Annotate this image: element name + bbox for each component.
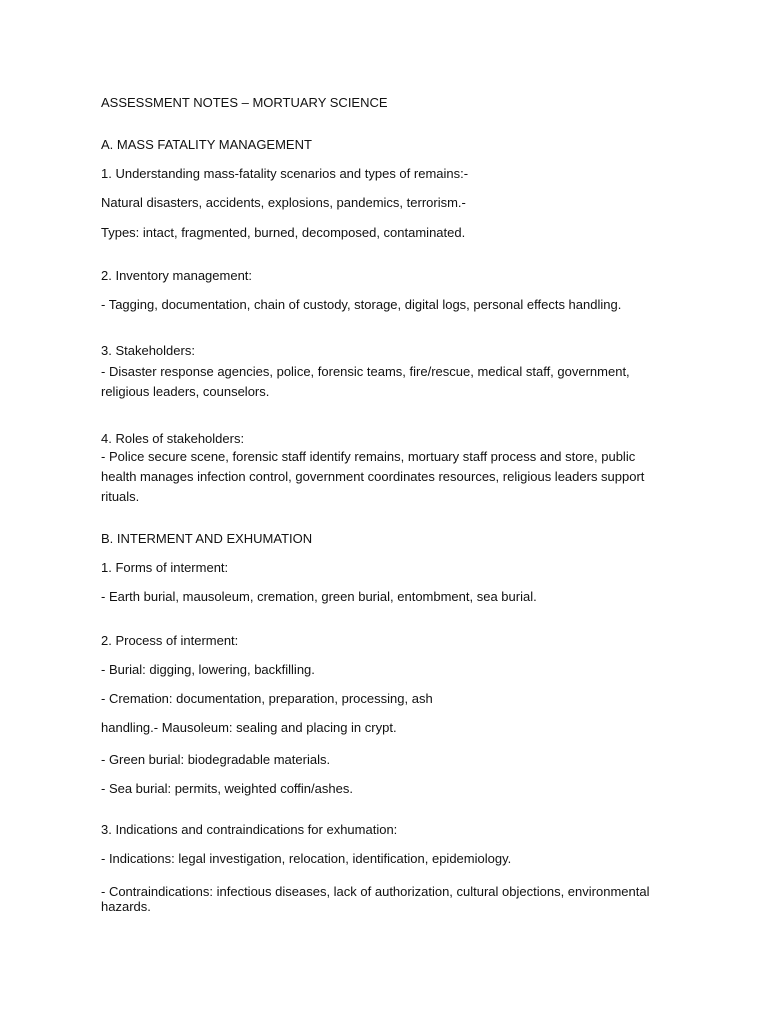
- section-a-item4-title: 4. Roles of stakeholders:: [101, 431, 245, 446]
- section-b-item1-title: 1. Forms of interment:: [101, 560, 229, 575]
- section-a-item1-line1: Natural disasters, accidents, explosions, pandemics, terrorism.-: [101, 195, 466, 210]
- section-b-item2-cremation: - Cremation: documentation, preparation, processing, ash: [101, 691, 433, 706]
- section-a-heading: A. MASS FATALITY MANAGEMENT: [101, 137, 312, 152]
- section-a-item3-title: 3. Stakeholders:: [101, 343, 195, 358]
- section-b-heading: B. INTERMENT AND EXHUMATION: [101, 531, 313, 546]
- section-b-item2-sea: - Sea burial: permits, weighted coffin/ashes.: [101, 781, 353, 796]
- section-b-item2-mausoleum: handling.- Mausoleum: sealing and placing in crypt.: [101, 720, 397, 735]
- section-b-item3-title: 3. Indications and contraindications for exhumation:: [101, 822, 398, 837]
- section-a-item2-text: - Tagging, documentation, chain of custody, storage, digital logs, personal effects handling.: [101, 297, 622, 312]
- section-b-item2-burial: - Burial: digging, lowering, backfilling.: [101, 662, 315, 677]
- section-a-item1-title: 1. Understanding mass-fatality scenarios and types of remains:-: [101, 166, 469, 181]
- section-b-item3-indications: - Indications: legal investigation, relocation, identification, epidemiology.: [101, 851, 512, 866]
- section-b-item2-green: - Green burial: biodegradable materials.: [101, 752, 331, 767]
- section-a-item4-text: - Police secure scene, forensic staff identify remains, mortuary staff process and store, public health manages infection control, government coordinates resources, religious leaders support rituals.: [101, 449, 645, 504]
- section-a-item3-text: - Disaster response agencies, police, forensic teams, fire/rescue, medical staff, government, religious leaders, counselors.: [101, 364, 630, 399]
- section-b-item3-contraindications: - Contraindications: infectious diseases, lack of authorization, cultural objections, environmental hazards.: [101, 884, 650, 914]
- document-title: ASSESSMENT NOTES – MORTUARY SCIENCE: [101, 95, 388, 110]
- section-b-item1-text: - Earth burial, mausoleum, cremation, green burial, entombment, sea burial.: [101, 589, 537, 604]
- section-a-item2-title: 2. Inventory management:: [101, 268, 253, 283]
- section-a-item1-line2: Types: intact, fragmented, burned, decomposed, contaminated.: [101, 225, 466, 240]
- section-b-item2-title: 2. Process of interment:: [101, 633, 239, 648]
